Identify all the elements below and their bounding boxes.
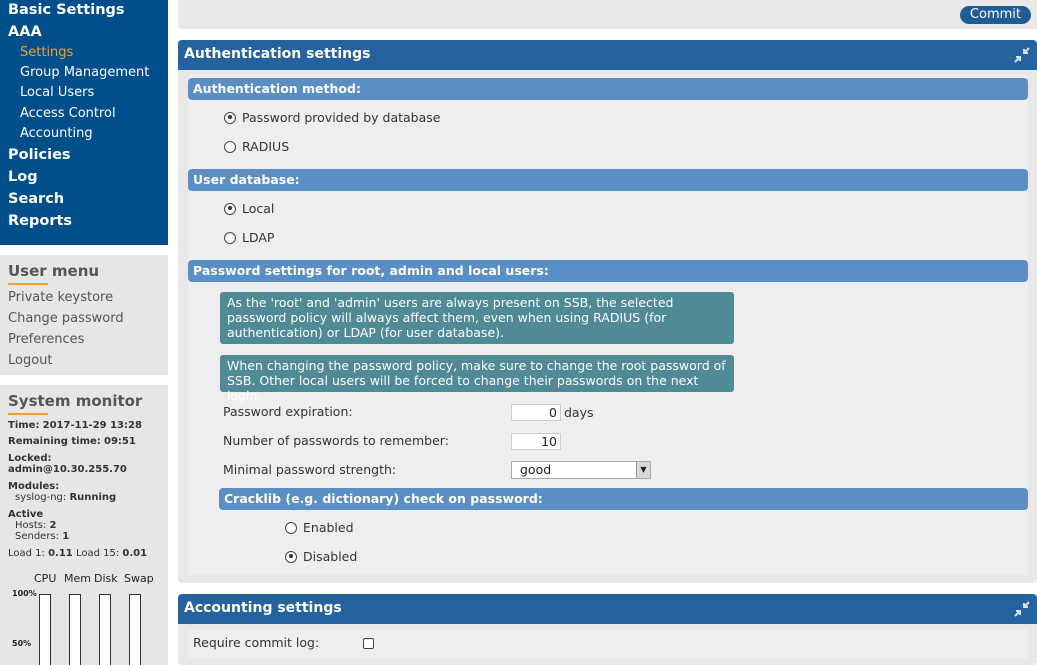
user-menu-change-password[interactable]: Change password <box>8 311 124 326</box>
nav-aaa-accounting[interactable]: Accounting <box>20 126 93 141</box>
sysmon-module-name: syslog-ng: <box>15 492 67 503</box>
system-monitor-title: System monitor <box>8 392 143 410</box>
require-commit-log-label: Require commit log: <box>193 635 320 650</box>
user-menu-title: User menu <box>8 262 100 280</box>
password-expiration-input[interactable] <box>511 404 561 421</box>
sysmon-remaining-label: Remaining time: <box>8 436 101 447</box>
bar-label-swap: Swap <box>124 572 154 585</box>
password-policy-note: When changing the password policy, make sure to change the root password of SSB. Other local users will be forced to change their passwords on the next login. <box>220 355 734 392</box>
sysmon-time-label: Time: <box>8 420 40 431</box>
nav-aaa-access-control[interactable]: Access Control <box>20 106 116 121</box>
cracklib-heading: Cracklib (e.g. dictionary) check on password: <box>219 488 1028 510</box>
sysmon-locked-value-text: admin@10.30.255.70 <box>8 464 127 475</box>
cracklib-enabled-label: Enabled <box>303 520 354 535</box>
accounting-settings-title: Accounting settings <box>184 600 342 616</box>
main-content <box>178 0 1037 665</box>
chevron-down-icon[interactable]: ▼ <box>636 462 650 478</box>
cracklib-disabled-radio[interactable] <box>285 551 297 563</box>
user-menu-preferences[interactable]: Preferences <box>8 332 85 347</box>
sysmon-locked-value <box>8 464 127 476</box>
auth-method-password-db-radio[interactable] <box>224 112 236 124</box>
cracklib-enabled-radio[interactable] <box>285 522 297 534</box>
sysmon-hosts-label: Hosts: <box>15 520 47 531</box>
system-monitor <box>0 385 168 665</box>
password-expiration-label: Password expiration: <box>223 404 353 419</box>
authentication-settings-panel <box>178 40 1037 583</box>
nav-aaa-local-users[interactable]: Local Users <box>20 85 95 100</box>
user-database-heading: User database: <box>188 169 1028 191</box>
commit-button[interactable]: Commit <box>960 6 1031 24</box>
authentication-method-heading: Authentication method: <box>188 78 1028 100</box>
sysmon-senders-label: Senders: <box>15 531 60 542</box>
passwords-to-remember-input[interactable] <box>511 433 561 450</box>
nav-reports[interactable]: Reports <box>8 213 73 229</box>
disk-bar <box>99 594 111 665</box>
sysmon-active-label-text: Active <box>8 509 44 520</box>
accounting-settings-panel <box>178 594 1037 665</box>
passwords-to-remember-label: Number of passwords to remember: <box>223 433 449 448</box>
sysmon-senders-value: 1 <box>62 531 70 542</box>
user-db-local-radio[interactable] <box>224 203 236 215</box>
left-column <box>0 0 168 665</box>
top-bar <box>178 0 1037 29</box>
mem-bar <box>69 594 81 665</box>
collapse-icon[interactable] <box>1013 600 1031 618</box>
user-menu <box>0 255 168 375</box>
user-menu-underline <box>8 283 48 285</box>
auth-method-radius-label: RADIUS <box>242 139 290 154</box>
system-monitor-underline <box>8 413 48 415</box>
sysmon-time-value: 2017-11-29 13:28 <box>42 420 142 431</box>
bar-label-disk: Disk <box>94 572 118 585</box>
sysmon-load1-label: Load 1: <box>8 548 45 559</box>
cpu-bar <box>39 594 51 665</box>
sysmon-load15-label: Load 15: <box>75 548 120 559</box>
user-db-ldap-radio[interactable] <box>224 232 236 244</box>
collapse-icon[interactable] <box>1013 46 1031 64</box>
user-db-local-label: Local <box>242 201 275 216</box>
nav-aaa-settings[interactable]: Settings <box>20 45 74 60</box>
sysmon-time <box>8 420 142 432</box>
nav-aaa[interactable]: AAA <box>8 24 42 40</box>
auth-method-password-db-label: Password provided by database <box>242 110 441 125</box>
sysmon-load1-value: 0.11 <box>48 548 73 559</box>
cracklib-disabled-label: Disabled <box>303 549 358 564</box>
sysmon-load <box>8 548 147 560</box>
require-commit-log-checkbox[interactable] <box>363 638 374 649</box>
auth-method-password-db[interactable] <box>224 110 440 125</box>
cracklib-enabled[interactable] <box>285 520 354 535</box>
sysmon-locked-label-text: Locked: <box>8 453 52 464</box>
sysmon-remaining <box>8 436 136 448</box>
pct-50-label: 50% <box>12 639 32 648</box>
authentication-settings-title: Authentication settings <box>184 46 371 62</box>
nav-aaa-group-management[interactable]: Group Management <box>20 65 150 80</box>
auth-method-radius[interactable] <box>224 139 289 154</box>
bar-label-mem: Mem <box>64 572 91 585</box>
root-admin-note: As the 'root' and 'admin' users are always present on SSB, the selected password policy will always affect them, even when using RADIUS (for authentication) or LDAP (for user database). <box>220 292 734 344</box>
sysmon-module-syslog <box>15 492 116 504</box>
bar-label-cpu: CPU <box>34 572 57 585</box>
password-expiration-unit: days <box>564 405 594 420</box>
password-settings-heading: Password settings for root, admin and local users: <box>188 260 1028 282</box>
auth-method-radius-radio[interactable] <box>224 141 236 153</box>
password-strength-value: good <box>520 462 552 477</box>
sysmon-hosts-value: 2 <box>49 520 57 531</box>
collapse-arrows-icon <box>1013 600 1031 618</box>
user-menu-logout[interactable]: Logout <box>8 353 53 368</box>
sysmon-remaining-value: 09:51 <box>103 436 136 447</box>
accounting-settings-header[interactable] <box>178 594 1037 624</box>
user-menu-private-keystore[interactable]: Private keystore <box>8 290 114 305</box>
sysmon-load15-value: 0.01 <box>122 548 148 559</box>
pct-100-label: 100% <box>12 589 37 598</box>
cracklib-disabled[interactable] <box>285 549 357 564</box>
user-db-ldap-label: LDAP <box>242 230 275 245</box>
sysmon-module-status: Running <box>69 492 117 503</box>
nav-basic-settings[interactable]: Basic Settings <box>8 2 125 18</box>
collapse-arrows-icon <box>1013 46 1031 64</box>
user-db-ldap[interactable] <box>224 230 274 245</box>
nav-log[interactable]: Log <box>8 169 38 185</box>
nav-policies[interactable]: Policies <box>8 147 71 163</box>
password-strength-select[interactable] <box>511 461 651 479</box>
sysmon-modules-label-text: Modules: <box>8 481 60 492</box>
user-db-local[interactable] <box>224 201 274 216</box>
minimal-password-strength-label: Minimal password strength: <box>223 462 397 477</box>
nav-search[interactable]: Search <box>8 191 65 207</box>
authentication-settings-header[interactable] <box>178 40 1037 70</box>
main-navigation <box>0 0 168 245</box>
sysmon-senders <box>15 531 69 543</box>
swap-bar <box>129 594 141 665</box>
